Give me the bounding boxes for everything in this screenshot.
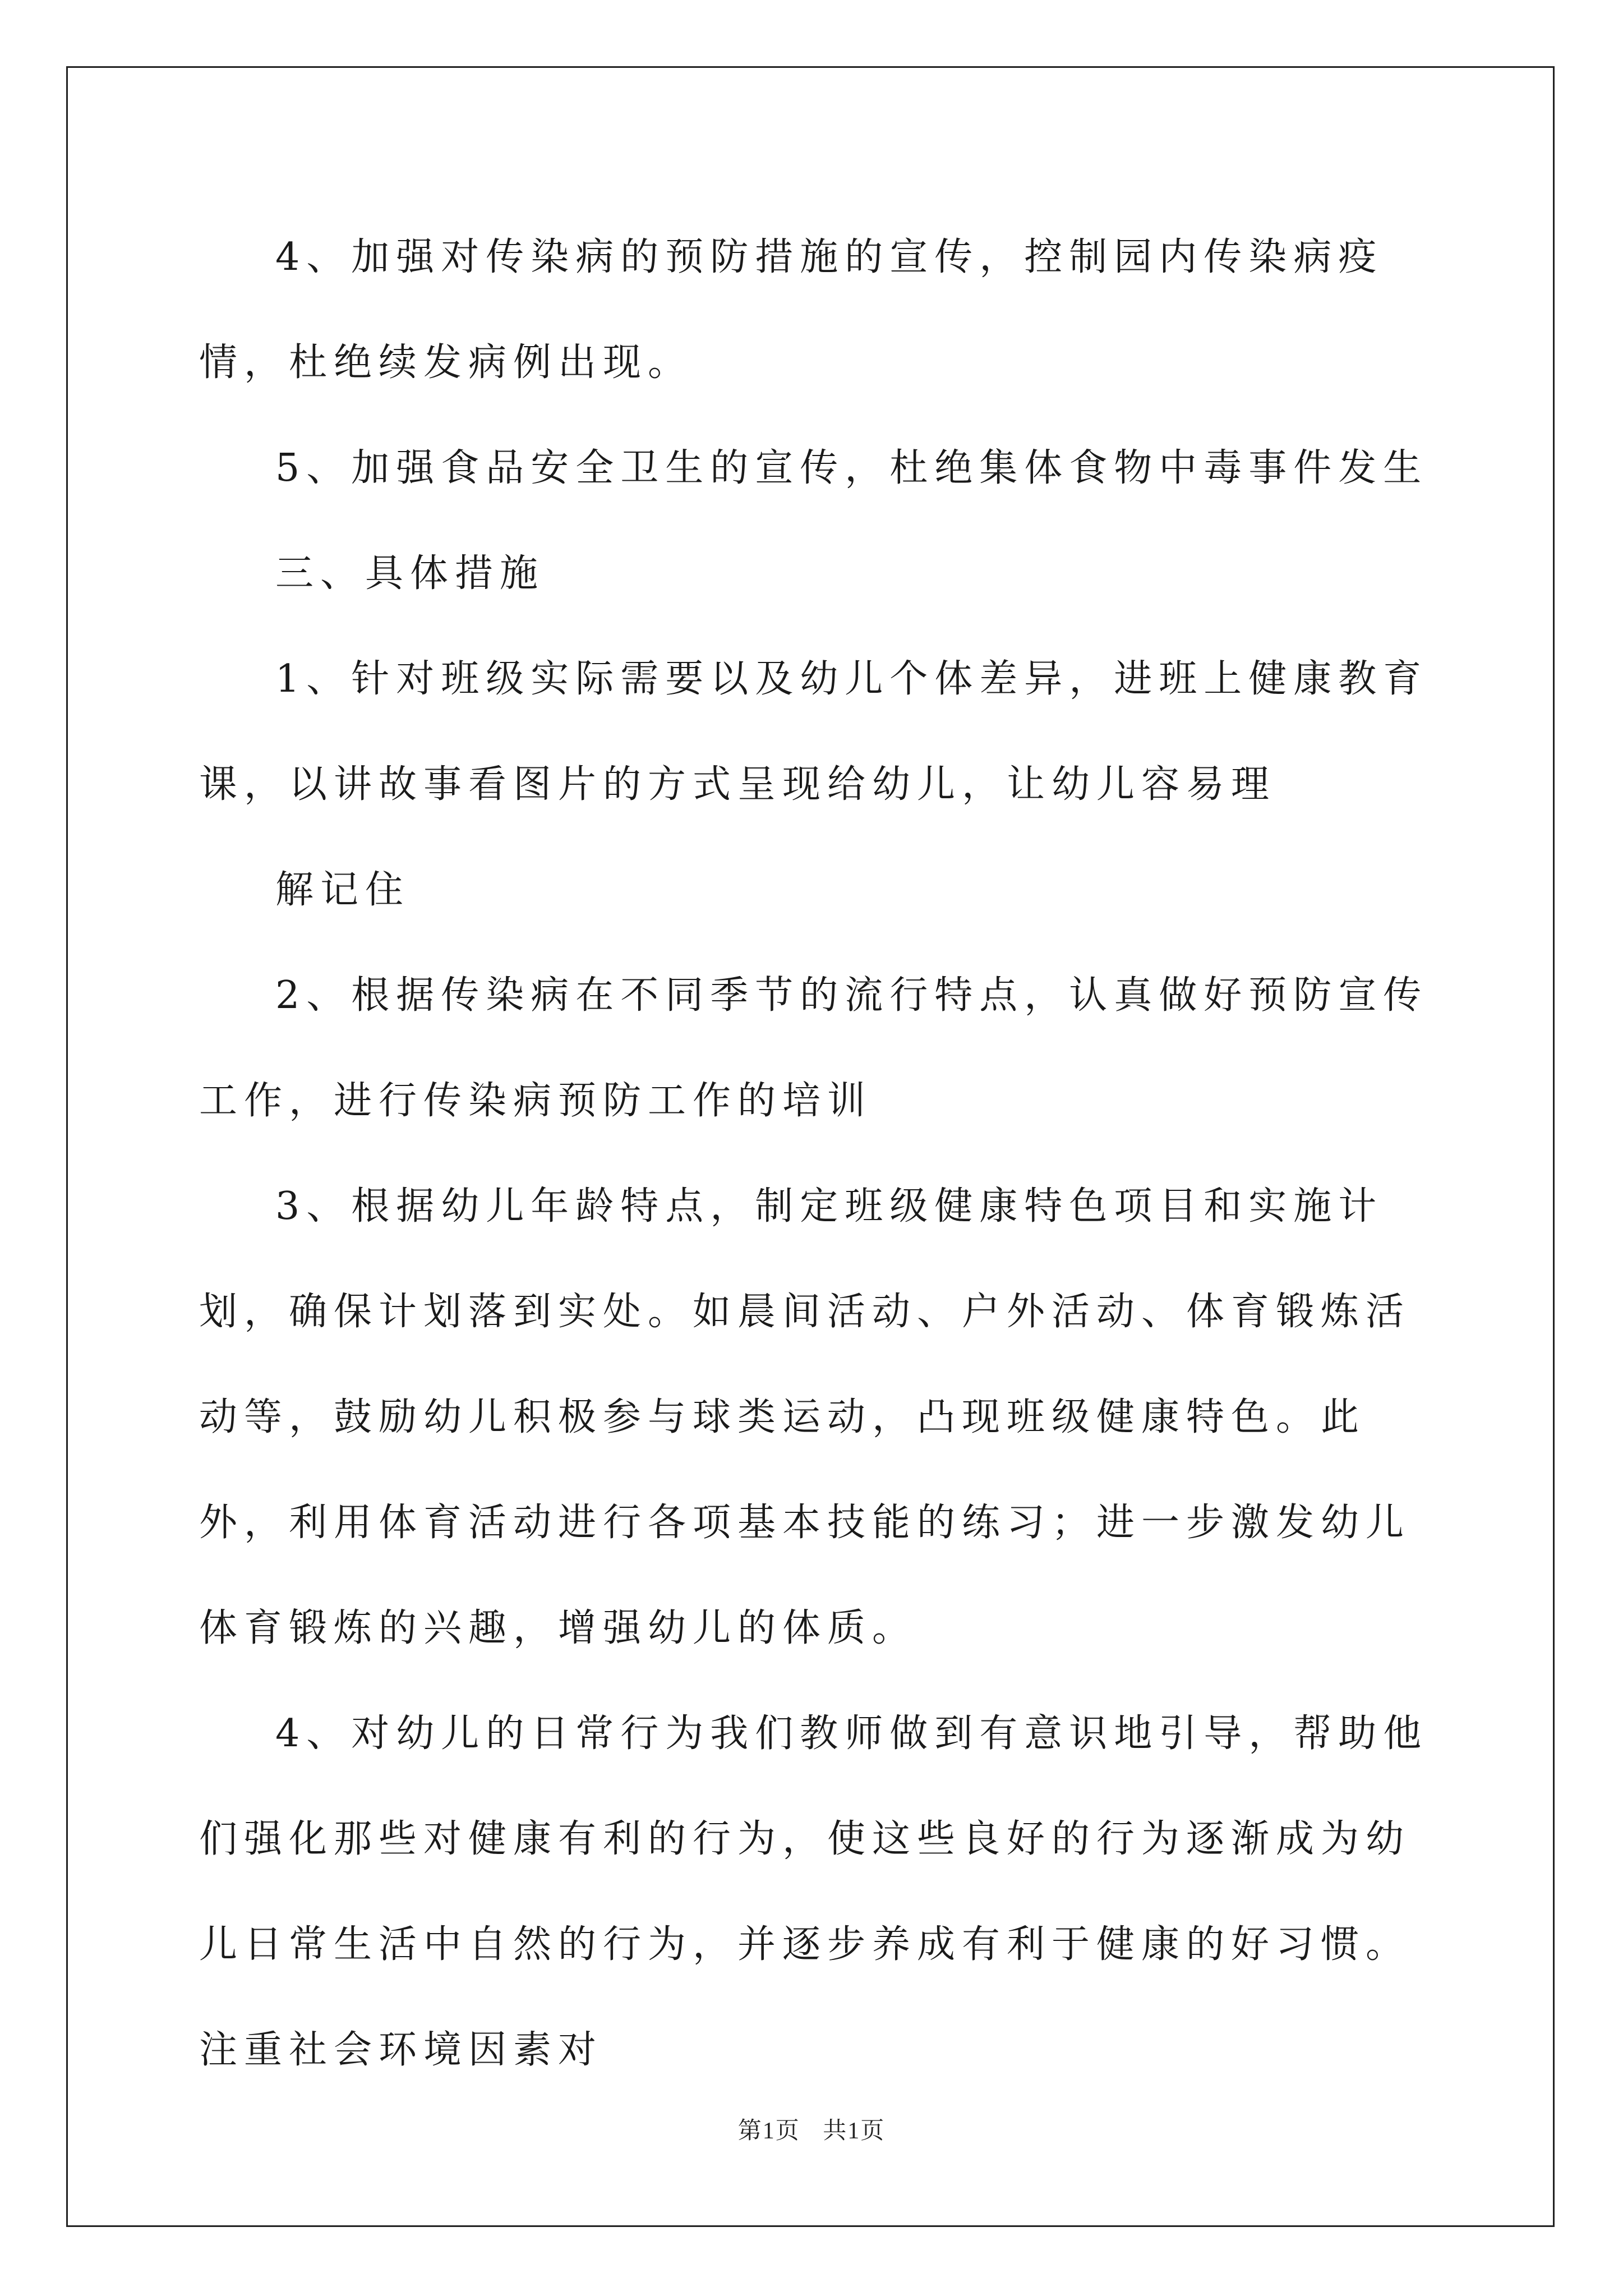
page-footer xyxy=(0,2112,1623,2146)
section-heading-measures: 三、具体措施 xyxy=(275,551,545,596)
paragraph-seasonal-disease: 2、根据传染病在不同季节的流行特点，认真做好预防宣传工作，进行传染病预防工作的培训 xyxy=(199,973,1428,1123)
paragraph-daily-behavior: 4、对幼儿的日常行为我们教师做到有意识地引导，帮助他们强化那些对健康有利的行为，使这些良好的行为逐渐成为幼儿日常生活中自然的行为，并逐步养成有利于健康的好习惯。注重社会环境因素对 xyxy=(199,1711,1428,2072)
page-number: 第1页 xyxy=(737,2118,800,2144)
document-body xyxy=(199,205,1433,2103)
paragraph-health-plan: 3、根据幼儿年龄特点，制定班级健康特色项目和实施计划，确保计划落到实处。如晨间活动、户外活动、体育锻炼活动等，鼓励幼儿积极参与球类运动，凸现班级健康特色。此外，利用体育活动进行各项基本技能的练习；进一步激发幼儿体育锻炼的兴趣，增强幼儿的体质。 xyxy=(199,1184,1411,1650)
paragraph-prevention-publicity: 4、加强对传染病的预防措施的宣传，控制园内传染病疫情，杜绝续发病例出现。 xyxy=(199,235,1384,385)
paragraph-continuation: 解记住 xyxy=(275,868,411,912)
paragraph-food-safety: 5、加强食品安全卫生的宣传，杜绝集体食物中毒事件发生 xyxy=(275,446,1428,490)
page-total: 共1页 xyxy=(823,2118,886,2144)
paragraph-health-education: 1、针对班级实际需要以及幼儿个体差异，进班上健康教育课，以讲故事看图片的方式呈现给幼儿，让幼儿容易理 xyxy=(199,657,1428,807)
